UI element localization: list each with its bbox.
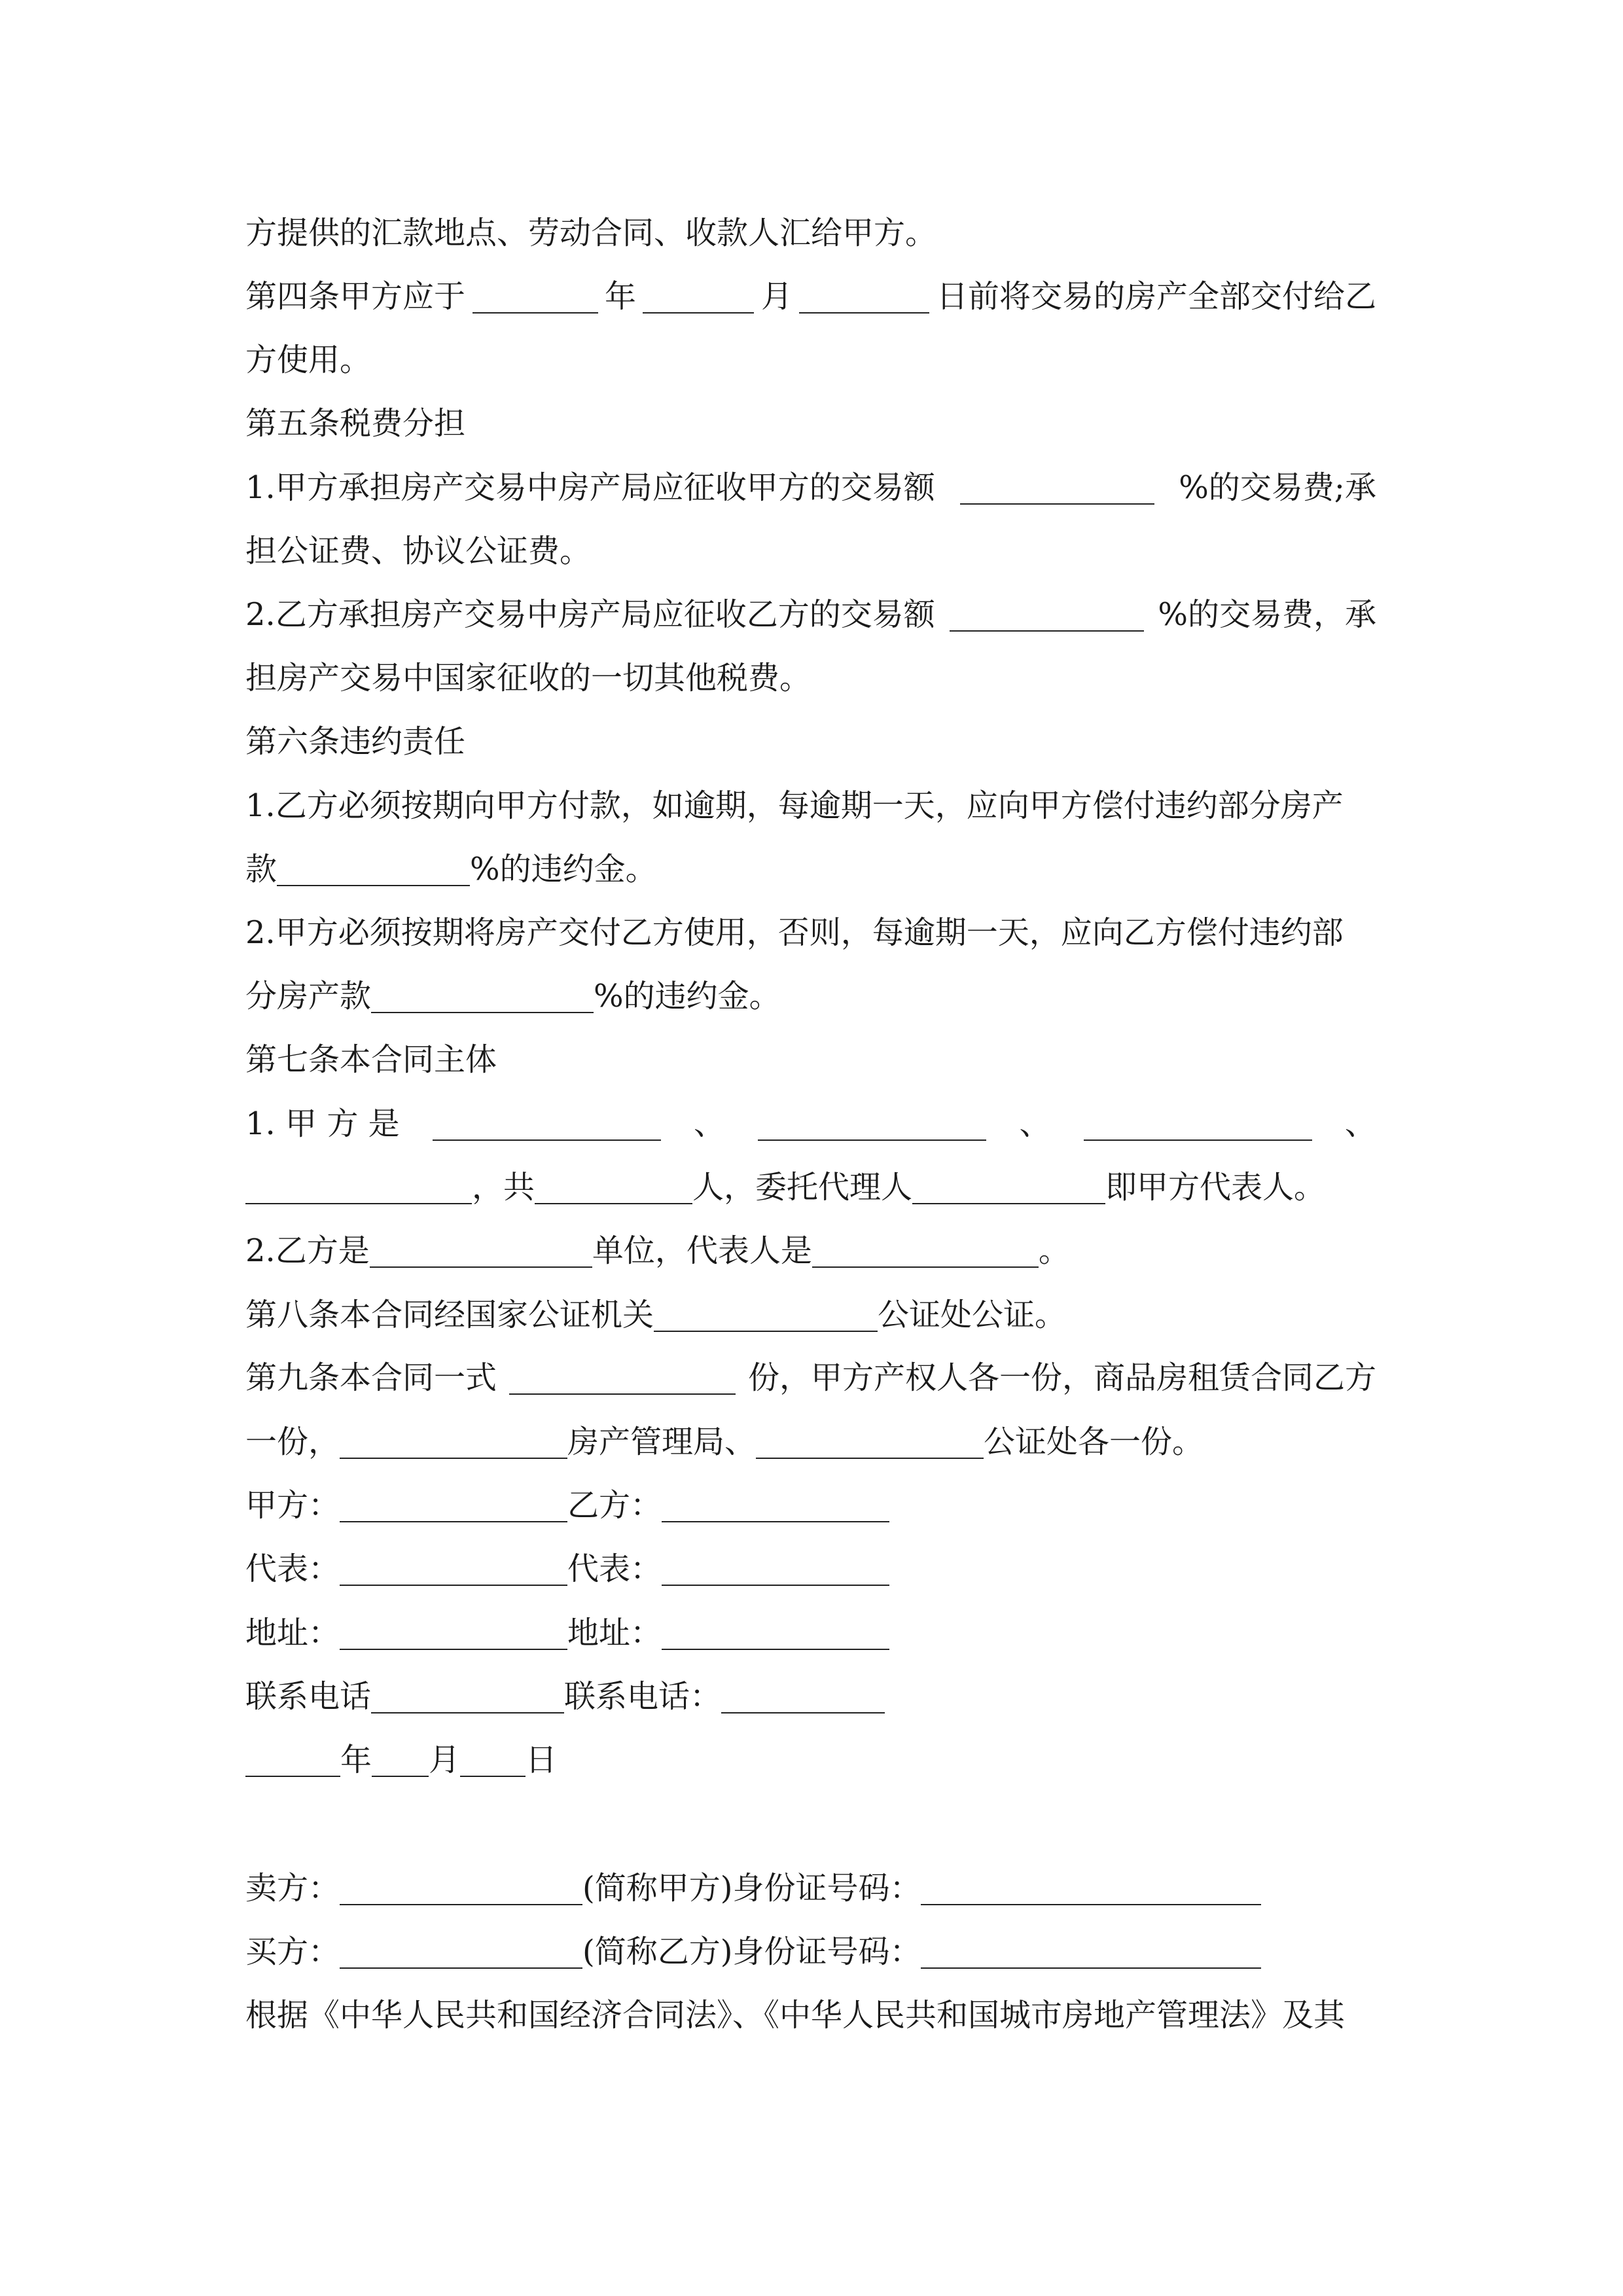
line-text: 乙方： xyxy=(567,1487,662,1524)
line-text: 单位，代表人是 xyxy=(592,1232,812,1269)
line-text: 2.甲方必须按期将房产交付乙方使用，否则，每逾期一天，应向乙方偿付违约部 xyxy=(245,914,1344,951)
document-line xyxy=(245,401,465,446)
line-text: 。 xyxy=(1038,1232,1070,1269)
fill-in-blank[interactable] xyxy=(812,1240,1039,1268)
document-line xyxy=(245,910,1376,956)
document-line xyxy=(245,210,936,256)
line-text: 份，甲方产权人各一份，商品房租赁合同乙方 xyxy=(747,1359,1376,1396)
document-line xyxy=(245,1929,1261,1975)
document-line xyxy=(245,1101,1376,1147)
fill-in-blank[interactable] xyxy=(371,986,594,1013)
line-text: 第七条本合同主体 xyxy=(245,1041,497,1078)
line-text: 公证处各一份。 xyxy=(984,1424,1204,1460)
fill-in-blank[interactable] xyxy=(758,1113,986,1141)
line-text: 甲方： xyxy=(245,1487,340,1524)
document-line xyxy=(245,465,1376,511)
line-text: 即甲方代表人。 xyxy=(1105,1169,1326,1206)
document-line xyxy=(245,1482,889,1528)
line-text: 分房产款 xyxy=(245,978,372,1014)
line-text: 年 xyxy=(340,1742,372,1778)
document-line xyxy=(245,783,1376,829)
fill-in-blank[interactable] xyxy=(340,1558,567,1586)
fill-in-blank[interactable] xyxy=(340,1878,582,1905)
fill-in-blank[interactable] xyxy=(245,1749,340,1777)
line-text: (简称乙方)身份证号码： xyxy=(582,1933,921,1970)
document-line xyxy=(245,1610,889,1656)
line-text: 第八条本合同经国家公证机关 xyxy=(245,1297,654,1333)
fill-in-blank[interactable] xyxy=(340,1431,567,1459)
line-text: 地址： xyxy=(567,1615,662,1651)
line-text: 第五条税费分担 xyxy=(245,405,466,442)
fill-in-blank[interactable] xyxy=(535,1177,692,1204)
fill-in-blank[interactable] xyxy=(460,1749,526,1777)
document-line xyxy=(245,1992,1345,2038)
line-text: 根据《中华人民共和国经济合同法》、《中华人民共和国城市房地产管理法》及其 xyxy=(245,1997,1346,2034)
line-text: %的交易费;承 xyxy=(1179,469,1376,506)
fill-in-blank[interactable] xyxy=(372,1749,429,1777)
fill-in-blank[interactable] xyxy=(473,286,598,314)
line-text: 2.乙方承担房产交易中房产局应征收乙方的交易额 xyxy=(245,596,935,633)
document-line xyxy=(245,973,781,1019)
line-text: 款 xyxy=(245,851,277,888)
fill-in-blank[interactable] xyxy=(960,477,1154,505)
line-text: 1.甲方承担房产交易中房产局应征收甲方的交易额 xyxy=(245,469,935,506)
fill-in-blank[interactable] xyxy=(799,286,929,314)
fill-in-blank[interactable] xyxy=(340,1941,582,1969)
document-line xyxy=(245,1546,889,1592)
fill-in-blank[interactable] xyxy=(371,1686,564,1713)
line-text: 担房产交易中国家征收的一切其他税费。 xyxy=(245,660,812,696)
line-text: (简称甲方)身份证号码： xyxy=(582,1870,921,1907)
fill-in-blank[interactable] xyxy=(921,1941,1261,1969)
fill-in-blank[interactable] xyxy=(756,1431,984,1459)
document-line xyxy=(245,528,591,574)
document-line xyxy=(245,1737,557,1783)
line-text: 2.乙方是 xyxy=(245,1232,370,1269)
line-text: 方使用。 xyxy=(245,342,372,378)
document-line xyxy=(245,1674,885,1719)
document-line xyxy=(245,1228,1070,1274)
document-line xyxy=(245,1419,1204,1465)
document-line xyxy=(245,1355,1376,1401)
fill-in-blank[interactable] xyxy=(662,1495,889,1522)
fill-in-blank[interactable] xyxy=(1084,1113,1312,1141)
line-text: %的违约金。 xyxy=(470,851,657,888)
line-text: %的交易费，承 xyxy=(1158,596,1376,633)
document-line xyxy=(245,1292,1066,1338)
line-text: 、 xyxy=(1344,1105,1376,1142)
document-line xyxy=(245,1865,1261,1911)
line-text: 日 xyxy=(526,1742,558,1778)
line-text: 代表： xyxy=(567,1551,662,1587)
line-text: 买方： xyxy=(245,1933,340,1970)
line-text: ，共 xyxy=(472,1169,535,1206)
line-text: 地址： xyxy=(245,1615,340,1651)
fill-in-blank[interactable] xyxy=(721,1686,885,1713)
line-text: 、 xyxy=(1019,1105,1051,1142)
document-line xyxy=(245,1037,497,1083)
line-text: %的违约金。 xyxy=(594,978,781,1014)
line-text: 公证处公证。 xyxy=(878,1297,1067,1333)
fill-in-blank[interactable] xyxy=(245,1177,472,1204)
document-line xyxy=(245,1164,1325,1210)
document-line xyxy=(245,719,465,764)
fill-in-blank[interactable] xyxy=(277,859,470,886)
line-text: 方提供的汇款地点、劳动合同、收款人汇给甲方。 xyxy=(245,215,937,251)
document-line xyxy=(245,337,371,383)
document-line xyxy=(245,274,1376,319)
fill-in-blank[interactable] xyxy=(643,286,754,314)
fill-in-blank[interactable] xyxy=(921,1878,1261,1905)
line-text: 日前将交易的房产全部交付给乙 xyxy=(936,278,1376,315)
line-text: 担公证费、协议公证费。 xyxy=(245,533,592,569)
line-text: 、 xyxy=(694,1105,726,1142)
fill-in-blank[interactable] xyxy=(340,1495,567,1522)
line-text: 1.乙方必须按期向甲方付款，如逾期，每逾期一天，应向甲方偿付违约部分房产 xyxy=(245,787,1344,824)
line-text: 一份， xyxy=(245,1424,340,1460)
fill-in-blank[interactable] xyxy=(340,1623,567,1650)
fill-in-blank[interactable] xyxy=(912,1177,1105,1204)
line-text: 人，委托代理人 xyxy=(692,1169,913,1206)
document-line xyxy=(245,655,811,701)
fill-in-blank[interactable] xyxy=(509,1367,736,1395)
line-text: 第四条甲方应于 xyxy=(245,278,466,315)
fill-in-blank[interactable] xyxy=(433,1113,661,1141)
line-text: 月 xyxy=(429,1742,461,1778)
line-text: 联系电话 xyxy=(245,1678,372,1715)
line-text: 卖方： xyxy=(245,1870,340,1907)
fill-in-blank[interactable] xyxy=(950,604,1144,632)
line-text: 第六条违约责任 xyxy=(245,723,466,760)
fill-in-blank[interactable] xyxy=(370,1240,592,1268)
fill-in-blank[interactable] xyxy=(654,1304,878,1332)
line-text: 联系电话： xyxy=(564,1678,722,1715)
document-line xyxy=(245,592,1376,637)
line-text: 代表： xyxy=(245,1551,340,1587)
line-text: 第九条本合同一式 xyxy=(245,1359,497,1396)
fill-in-blank[interactable] xyxy=(662,1623,889,1650)
line-text: 1. 甲 方 是 xyxy=(245,1105,400,1142)
line-text: 房产管理局、 xyxy=(567,1424,757,1460)
line-text: 年 xyxy=(604,278,636,315)
line-text: 月 xyxy=(760,278,793,315)
document-line xyxy=(245,846,657,892)
fill-in-blank[interactable] xyxy=(662,1558,889,1586)
